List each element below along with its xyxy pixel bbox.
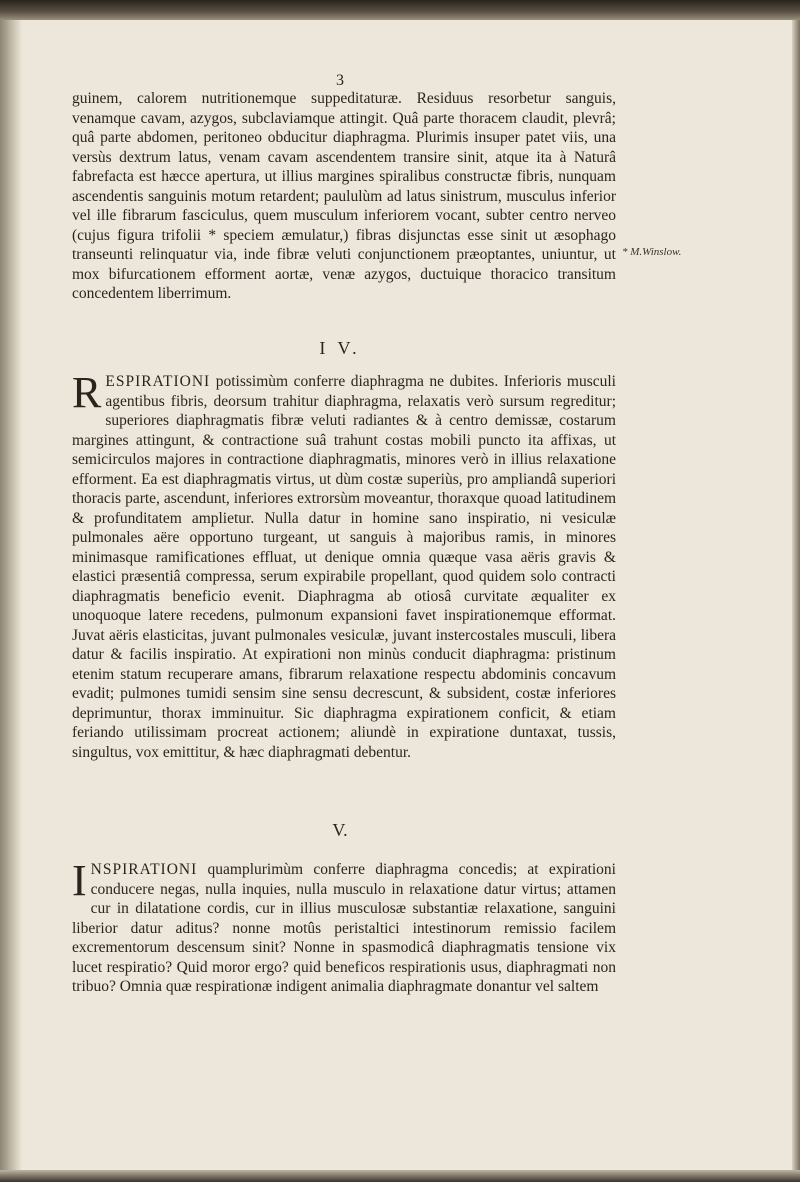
page-edge-right xyxy=(792,20,800,1182)
drop-cap: I xyxy=(72,856,87,905)
drop-cap: R xyxy=(72,368,102,417)
page-number: 3 xyxy=(336,72,344,89)
section-continued xyxy=(72,89,616,304)
page-edge-bottom xyxy=(0,1170,800,1182)
lead-word: NSPIRATIONI xyxy=(90,861,198,878)
paragraph-body: quamplurimùm conferre diaphragma concedis; at expirationi conducere negas, nulla inquies, nulla musculo in relaxatione datur virtus; attamen cur in dilatatione cordis, cur in illius musculosæ substantiæ relaxatione, sanguini liberior datur aditus? nonne motûs peristaltici intestinorum remissio facilem excrementorum descensum sinit? Nonne in spasmodicâ diaphragmatis tensione vix lucet respiratio? Quid moror ergo? quid beneficos respirationis usus, diaphragmati non tribuo? Omnia quæ respirationæ indigent animalia diaphragmate donantur vel saltem xyxy=(72,861,616,995)
paragraph-iv xyxy=(72,368,616,762)
paragraph-v xyxy=(72,856,616,997)
margin-note: * M.Winslow. xyxy=(622,246,682,258)
section-v xyxy=(72,856,616,997)
section-heading-iv: I V. xyxy=(319,338,361,358)
paragraph-body: potissimùm conferre diaphragma ne dubites. Inferioris musculi agentibus fibris, deorsum trahitur diaphragma, relaxatis verò sursum regreditur; superiores diaphragmatis fibræ veluti radiantes & à centro demissæ, costarum margines attingunt, & contractione suâ trahunt costas mobili puncto ita affixas, ut semicirculos majores in contractione diaphragmatis, minores verò in illius relaxatione efforment. Ea est diaphragmatis virtus, ut dùm costæ superiùs, pro ampliandâ superiori thoracis parte, ascendunt, inferiores extrorsùm moveantur, thoraxque quoad latitudinem & profunditatem amplietur. Nulla datur in homine sano inspiratio, ni vesiculæ pulmonales aëre opportuno turgeant, ut sanguis à majoribus ramis, in minores minimasque ramificationes effluat, ut denique omnia quæque vasa aëris gravis & elastici præsentiâ compressa, serum expirabile propellant, quod quidem solo contracti diaphragmatis beneficio evenit. Diaphragma ab otiosâ curvitate æqualiter ex unoquoque latere recedens, pulmonum expansioni favet inspirationemque efformat. Juvat aëris elasticitas, juvant pulmonales vesiculæ, juvant instercostales musculi, libera datur & facilis inspiratio. At expirationi non minùs conducit diaphragma: pristinum etenim statum recuperare amans, fibrarum relaxatione respectu abdominis concavum evadit; pulmones tumidi sensim sine sensu decrescunt, & subsident, costæ inferiores deprimuntur, thorax imminuitur. Sic diaphragma expirationem conficit, & etiam feriando utilissimam procreat actionem; aliundè in expiratione duntaxat, tussis, singultus, vox emittitur, & hæc diaphragmati debentur. xyxy=(72,373,616,761)
binding-edge-top xyxy=(0,0,800,20)
lead-word: ESPIRATIONI xyxy=(105,373,211,390)
section-heading-v: V. xyxy=(332,820,348,840)
page-gutter xyxy=(0,20,22,1182)
section-iv xyxy=(72,368,616,762)
paragraph-continued: guinem, calorem nutritionemque suppeditaturæ. Residuus resorbetur sanguis, venamque cavam, azygos, subclaviamque attingit. Quâ parte thoracem claudit, plevrâ; quâ parte abdomen, peritoneo obducitur diaphragma. Plurimis insuper patet viis, una versùs dextrum latus, venam cavam ascendentem transire sinit, atque ita à Naturâ fabrefacta est hæcce apertura, ut illius margines spiralibus constructæ fibris, nunquam ascendentis sanguinis motum retardent; paululùm ad latus sinistrum, musculus inferior vel ille fibrarum fasciculus, quem musculum inferiorem vocant, subter centro nerveo (cujus figura trifolii * speciem æmulatur,) fibras disjunctas esse sinit ut æsophago transeunti relinquatur via, inde fibræ veluti conjunctionem præoptantes, uniuntur, ut mox bifurcationem efforment aortæ, venæ azygos, ductuique thoracico transitum concedentem liberrimum. xyxy=(72,90,616,302)
